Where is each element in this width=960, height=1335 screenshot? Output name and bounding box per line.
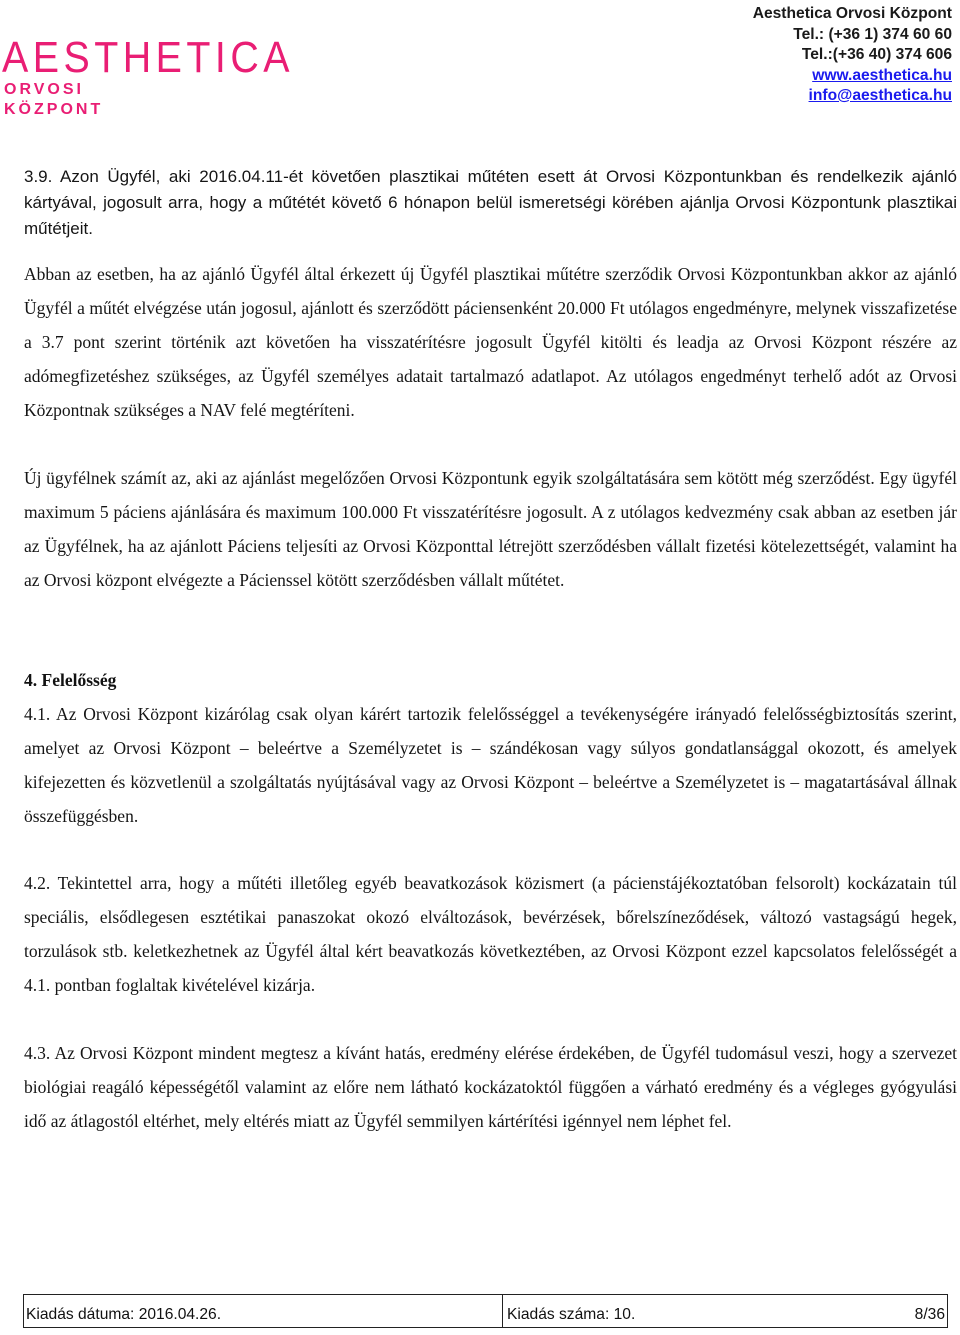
- contact-block: [753, 4, 952, 107]
- logo-line1-text: ORVOSI: [4, 81, 84, 98]
- issue-date: Kiadás dátuma: 2016.04.26.: [24, 1295, 503, 1327]
- footer-table: [23, 1294, 948, 1328]
- logo-line2-text: KÖZPONT: [4, 101, 104, 118]
- issue-number: Kiadás száma: 10.: [507, 1306, 636, 1323]
- email-link[interactable]: info@aesthetica.hu: [808, 87, 952, 104]
- page-number: 8/36: [914, 1306, 945, 1323]
- website-link[interactable]: www.aesthetica.hu: [812, 66, 952, 84]
- paragraph-4-1: 4.1. Az Orvosi Központ kizárólag csak olyan kárért tartozik felelősséggel a tevékenységére irányadó felelősségbiztosítás szerint, amelyet az Orvosi Központ – beleértve a Személyzetet is – szándékosan vagy súlyos gondatlansággal okozott, és amelyek kifejezetten és közvetlenül a szolgáltatás nyújtásával vagy az Orvosi Központ – beleértve a Személyzetet is – magatartásával állnak összefüggésben.: [24, 704, 957, 826]
- phone-landline: Tel.: (+36 1) 374 60 60: [793, 25, 952, 43]
- logo-graphic: [2, 22, 302, 118]
- section-4-heading: 4. Felelősség: [24, 670, 117, 690]
- paragraph-3-9: 3.9. Azon Ügyfél, aki 2016.04.11-ét követően plasztikai műtéten esett át Orvosi Központunkban és rendelkezik ajánló kártyával, jogosult arra, hogy a műtétét követő 6 hónapon belül ismeretségi körében ajánlja Orvosi Központunk plasztikai műtétjeit.: [24, 167, 957, 238]
- paragraph-4-2: 4.2. Tekintettel arra, hogy a műtéti illetőleg egyéb beavatkozások közismert (a pácienstájékoztatóban felsorolt) kockázatain túl speciális, elsődlegesen esztétikai panaszokat okozó elváltozások, bevérzések, bőrelszíneződések, változó vastagságú hegek, torzulások stb. keletkezhetnek az Ügyfél által kért beavatkozás következtében, az Orvosi Központ ezzel kapcsolatos felelősségét a 4.1. pontban foglaltak kivételével kizárja.: [24, 873, 957, 995]
- paragraph-4-3: 4.3. Az Orvosi Központ mindent megtesz a kívánt hatás, eredmény elérése érdekében, de Ügyfél tudomásul veszi, hogy a szervezet biológiai reagáló képességétől valamint az előre nem látható kockázatoktól függően a várható eredmény és a végleges gyógyulási idő az átlagostól eltérhet, mely eltérés miatt az Ügyfél semmilyen kártérítési igénnyel nem léphet fel.: [24, 1043, 957, 1131]
- company-logo: [2, 22, 302, 118]
- paragraph-referral-discount: Abban az esetben, ha az ajánló Ügyfél által érkezett új Ügyfél plasztikai műtétre szerződik Orvosi Központunkban akkor az ajánló Ügyfél a műtét elvégzése után jogosul, ajánlott és szerződött páciensenként 20.000 Ft utólagos engedményre, melynek visszafizetése a 3.7 pont szerint történik azt követően ha visszatérítésre jogosult Ügyfél kitölti és leadja az Orvosi Központ részére az adómegfizetéshez szükséges, az Ügyfél személyes adatait tartalmazó adatlapot. Az utólagos engedményt terhelő adót az Orvosi Központnak szükséges a NAV felé megtéríteni.: [24, 264, 957, 420]
- paragraph-new-client: Új ügyfélnek számít az, aki az ajánlást megelőzően Orvosi Központunk egyik szolgáltatására sem kötött még szerződést. Egy ügyfél maximum 5 páciens ajánlására és maximum 100.000 Ft visszatérítésre jogosult. A z utólagos kedvezmény csak abban az esetben jár az Ügyfélnek, ha az ajánlott Páciens teljesíti az Orvosi Központtal létrejött szerződésben vállalt fizetési kötelezettségét, valamint ha az Orvosi központ elvégezte a Pácienssel kötött szerződésben vállalt műtétet.: [24, 468, 957, 590]
- logo-brand-text: AESTHETICA: [2, 33, 294, 82]
- phone-mobile: Tel.:(+36 40) 374 606: [801, 46, 952, 63]
- company-name: Aesthetica Orvosi Központ: [752, 5, 952, 22]
